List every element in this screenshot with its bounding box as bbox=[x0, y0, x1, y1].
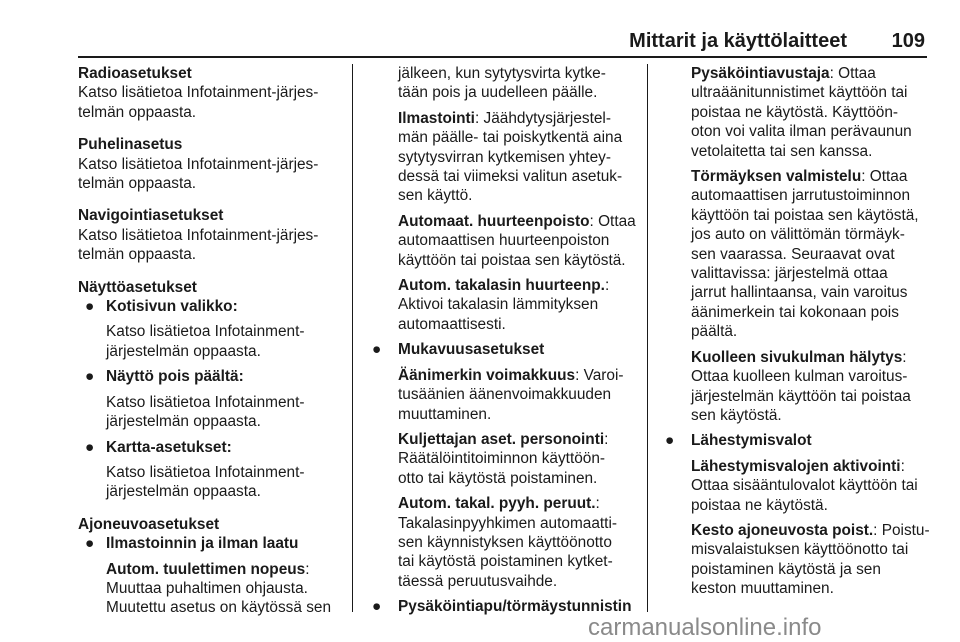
bullet-icon: ● bbox=[372, 598, 382, 616]
bullet-item: ● Kotisivun valikko: Katso lisätietoa Infotainment- järjestelmän oppaasta. bbox=[78, 297, 344, 361]
bullet-item: ● Ilmastoinnin ja ilman laatu Autom. tuulettimen nopeus: Muuttaa puhaltimen ohjausta. Muutettu asetus on käytössä sen bbox=[78, 534, 344, 618]
bullet-icon: ● bbox=[372, 341, 382, 359]
setting-title: Automaat. huurteenpoisto bbox=[398, 212, 590, 230]
item-title: Näyttö pois päältä bbox=[106, 368, 239, 386]
body-text: järjestelmän oppaasta. bbox=[106, 483, 261, 501]
setting-exit-lights: Kesto ajoneuvosta poist.: Poistu- misvalaistuksen käyttöönotto tai poistaminen käytöstä ja sen keston muuttaminen. bbox=[691, 521, 930, 598]
setting-title: Törmäyksen valmistelu bbox=[691, 168, 862, 186]
column-left bbox=[78, 64, 344, 631]
body-text: telmän oppaasta. bbox=[78, 103, 197, 121]
setting-title: Ilmastointi bbox=[398, 109, 475, 127]
item-title: Pysäköintiapu/törmäystunnistin bbox=[398, 598, 632, 616]
bullet-item bbox=[665, 431, 931, 450]
body-text: jälkeen, kun sytytysvirta kytke- bbox=[398, 65, 606, 82]
setting-approach-lights: Lähestymisvalojen aktivointi: Ottaa sisääntulovalot käyttöön tai poistaa ne käytöstä. bbox=[691, 457, 918, 514]
setting-crash-prep: Törmäyksen valmistelu: Ottaa automaattisen jarrutustoiminnon käyttöön tai poistaa sen käytöstä, jos auto on välittömän törmäyk- sen vaarassa. Seuraavat ovat valittavissa: järjestelmä ottaa jarrut hallintaansa, vain varoitus äänimerkein tai kokonaan pois päältä. bbox=[691, 168, 919, 341]
section-title: Radioasetukset bbox=[78, 65, 192, 82]
setting-wiper: Autom. takal. pyyh. peruut.: Takalasinpyyhkimen automaatti- sen käynnistyksen käyttöönotto tai käytöstä poistaminen kytket- täessä peruutusvaihde. bbox=[398, 495, 617, 590]
setting-title: Pysäköintiavustaja bbox=[691, 65, 830, 82]
body-text: Katso lisätietoa Infotainment- bbox=[106, 323, 305, 341]
column-middle bbox=[372, 64, 638, 617]
body-text: Katso lisätietoa Infotainment-järjes- bbox=[78, 84, 319, 102]
setting-driver: Kuljettajan aset. personointi: Räätälöintitoiminnon käyttöön- otto tai käytöstä poistaminen. bbox=[398, 430, 609, 487]
setting-title: Kesto ajoneuvosta poist. bbox=[691, 521, 874, 539]
bullet-icon: ● bbox=[85, 535, 95, 553]
setting-rear-defog: Autom. takalasin huurteenp.: Aktivoi takalasin lämmityksen automaattisesti. bbox=[398, 277, 610, 333]
section-title: Puhelinasetus bbox=[78, 136, 183, 154]
bullet-icon: ● bbox=[85, 368, 95, 386]
section-radio bbox=[78, 64, 344, 122]
setting-ac: Ilmastointi: Jäähdytysjärjestel- män päälle- tai poiskytkentä aina sytytysvirran kytkemisen yhtey- dessä tai viimeksi valitun asetuk- sen käyttö. bbox=[398, 109, 623, 205]
setting-title: Autom. tuulettimen nopeus bbox=[106, 560, 306, 578]
section-display bbox=[78, 278, 344, 502]
setting-defog: Automaat. huurteenpoisto: Ottaa automaattisen huurteenpoiston käyttöön tai poistaa sen käytöstä. bbox=[398, 212, 636, 269]
item-title: Lähestymisvalot bbox=[691, 432, 812, 450]
body-text: järjestelmän oppaasta. bbox=[106, 342, 261, 360]
bullet-icon: ● bbox=[85, 298, 95, 316]
section-phone bbox=[78, 135, 344, 193]
body-text: tään pois ja uudelleen päälle. bbox=[398, 84, 598, 102]
column-right bbox=[665, 64, 931, 605]
item-title: Kartta-asetukset bbox=[106, 438, 227, 456]
section-title: Navigointiasetukset bbox=[78, 207, 224, 225]
body-text: telmän oppaasta. bbox=[78, 175, 197, 193]
item-title: Kotisivun valikko bbox=[106, 298, 233, 316]
watermark: carmanualsonline.info bbox=[588, 614, 822, 641]
bullet-item: ● Kartta-asetukset: Katso lisätietoa Infotainment- järjestelmän oppaasta. bbox=[78, 438, 344, 502]
column-divider bbox=[352, 64, 353, 612]
setting-blind-spot: Kuolleen sivukulman hälytys: Ottaa kuolleen kulman varoitus- järjestelmän käyttöön tai poistaa sen käytöstä. bbox=[691, 348, 911, 424]
body-text: telmän oppaasta. bbox=[78, 246, 197, 264]
section-navigation bbox=[78, 206, 344, 264]
body-text: Katso lisätietoa Infotainment- bbox=[106, 393, 305, 411]
body-text: Katso lisätietoa Infotainment-järjes- bbox=[78, 155, 319, 173]
body-text: järjestelmän oppaasta. bbox=[106, 413, 261, 431]
bullet-icon: ● bbox=[665, 432, 675, 450]
page-title: Mittarit ja käyttölaitteet bbox=[629, 30, 847, 52]
page-number: 109 bbox=[891, 30, 925, 52]
setting-title: Äänimerkin voimakkuus bbox=[398, 366, 576, 384]
body-text: Katso lisätietoa Infotainment- bbox=[106, 463, 305, 481]
setting-title: Kuolleen sivukulman hälytys bbox=[691, 348, 903, 366]
setting-title: Lähestymisvalojen aktivointi bbox=[691, 457, 901, 475]
setting-park-assist: Pysäköintiavustaja: Ottaa ultraäänitunnistimet käyttöön tai poistaa ne käytöstä. Käyttöön- oton voi valita ilman perävaunun vetolaitetta tai sen kanssa. bbox=[691, 65, 912, 160]
bullet-item: ● Näyttö pois päältä: Katso lisätietoa Infotainment- järjestelmän oppaasta. bbox=[78, 367, 344, 431]
item-title: Ilmastoinnin ja ilman laatu bbox=[106, 535, 299, 553]
page-header bbox=[78, 26, 927, 58]
section-vehicle bbox=[78, 515, 344, 618]
section-title: Näyttöasetukset bbox=[78, 278, 197, 296]
setting-chime: Äänimerkin voimakkuus: Varoi- tusäänien äänenvoimakkuuden muuttaminen. bbox=[398, 366, 624, 423]
setting-title: Autom. takal. pyyh. peruut. bbox=[398, 495, 596, 513]
setting-title: Autom. takalasin huurteenp. bbox=[398, 277, 605, 295]
body-text: Muuttaa puhaltimen ohjausta. bbox=[106, 579, 308, 597]
bullet-icon: ● bbox=[85, 438, 95, 456]
setting-title: Kuljettajan aset. personointi bbox=[398, 430, 605, 448]
column-divider bbox=[647, 64, 648, 612]
body-text: Muutettu asetus on käytössä sen bbox=[106, 599, 332, 617]
item-title: Mukavuusasetukset bbox=[398, 341, 545, 359]
bullet-item bbox=[372, 340, 638, 359]
body-text: Katso lisätietoa Infotainment-järjes- bbox=[78, 226, 319, 244]
section-title: Ajoneuvoasetukset bbox=[78, 515, 220, 533]
